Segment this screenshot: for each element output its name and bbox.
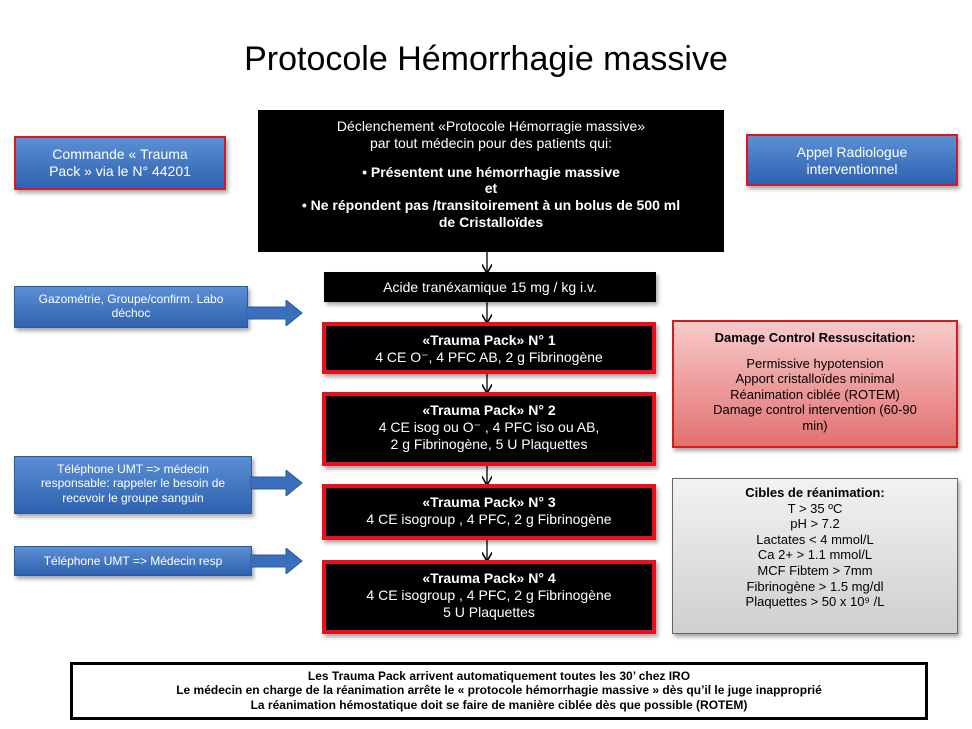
trigger-box — [258, 110, 724, 252]
radiologue-line-2: interventionnel — [806, 160, 898, 177]
pack-line: 5 U Plaquettes — [443, 603, 535, 620]
page-title: Protocole Hémorrhagie massive — [244, 40, 728, 78]
damage-item: Permissive hypotension — [746, 355, 884, 371]
telephone1-line-2: responsable: rappeler le besoin de — [40, 476, 226, 491]
telephone-responsable-box — [14, 456, 252, 514]
trauma-pack-4 — [322, 560, 656, 634]
cibles-item: Ca 2+ > 1.1 mmol/L — [757, 547, 873, 563]
cibles-item: Lactates < 4 mmol/L — [756, 531, 874, 547]
trigger-bullet-2b: de Cristalloïdes — [438, 213, 544, 230]
cibles-title: Cibles de réanimation: — [745, 485, 885, 500]
gazometrie-box — [14, 286, 248, 328]
damage-item: min) — [802, 417, 828, 433]
cibles-box — [672, 478, 958, 634]
radiologue-box — [746, 134, 958, 186]
telephone1-line-3: recevoir le groupe sanguin — [62, 490, 204, 505]
commande-line-1: Commande « Trauma — [52, 146, 188, 162]
trigger-bullet-1: • Présentent une hémorrhagie massive — [362, 163, 620, 180]
damage-title: Damage Control Ressuscitation: — [714, 330, 916, 345]
damage-item: Damage control intervention (60-90 — [713, 402, 917, 418]
pack-title: «Trauma Pack» N° 4 — [422, 570, 556, 586]
cibles-item: Plaquettes > 50 x 10⁹ /L — [745, 594, 885, 610]
trauma-pack-2 — [322, 392, 656, 466]
trigger-et: et — [484, 180, 498, 197]
radiologue-line-1: Appel Radiologue — [796, 144, 908, 160]
damage-item: Réanimation ciblée (ROTEM) — [730, 386, 900, 402]
telephone1-line-1: Téléphone UMT => médecin — [57, 462, 209, 476]
arrow-right-icon — [250, 470, 304, 496]
cibles-item: pH > 7.2 — [790, 516, 840, 532]
footer-note-box — [70, 662, 928, 720]
pack-line: 4 CE isogroup , 4 PFC, 2 g Fibrinogène — [366, 586, 612, 603]
cibles-item: T > 35 ºC — [787, 500, 843, 516]
commande-box — [14, 136, 226, 190]
gazometrie-line-2: déchoc — [111, 306, 151, 321]
pack-line: 4 CE isogroup , 4 PFC, 2 g Fibrinogène — [366, 510, 612, 527]
pack-title: «Trauma Pack» N° 3 — [422, 494, 556, 510]
pack-line: 4 CE isog ou O⁻ , 4 PFC iso ou AB, — [378, 418, 600, 435]
telephone2-text: Téléphone UMT => Médecin resp — [43, 554, 223, 568]
commande-line-2: Pack » via le N° 44201 — [49, 162, 191, 179]
cibles-item: Fibrinogène > 1.5 mg/dl — [746, 578, 884, 594]
footer-line: La réanimation hémostatique doit se faire de manière ciblée dès que possible (ROTEM) — [250, 697, 748, 712]
pack-title: «Trauma Pack» N° 1 — [422, 332, 556, 348]
cibles-item: MCF Fibtem > 7mm — [757, 562, 873, 578]
footer-line: Les Trauma Pack arrivent automatiquement toutes les 30’ chez IRO — [307, 669, 691, 683]
arrow-right-icon — [250, 548, 304, 574]
arrow-right-icon — [246, 300, 304, 326]
gazometrie-line-1: Gazométrie, Groupe/confirm. Labo — [38, 292, 224, 306]
footer-line: Le médecin en charge de la réanimation arrête le « protocole hémorrhagie massive » dès qu’il le juge inapproprié — [176, 683, 822, 698]
acide-text: Acide tranéxamique 15 mg / kg i.v. — [383, 279, 597, 295]
pack-title: «Trauma Pack» N° 2 — [422, 402, 556, 418]
acide-box — [324, 272, 656, 302]
pack-line: 2 g Fibrinogène, 5 U Plaquettes — [390, 435, 588, 452]
trigger-line-1: Déclenchement «Protocole Hémorragie massive» — [336, 118, 646, 134]
trauma-pack-1 — [322, 322, 656, 374]
trigger-line-2: par tout médecin pour des patients qui: — [369, 134, 613, 151]
damage-item: Apport cristalloïdes minimal — [735, 371, 895, 387]
trigger-bullet-2: • Ne répondent pas /transitoirement à un bolus de 500 ml — [301, 197, 681, 214]
telephone-medecin-box — [14, 546, 252, 576]
damage-control-box — [672, 320, 958, 448]
trauma-pack-3 — [322, 484, 656, 540]
pack-line: 4 CE O⁻, 4 PFC AB, 2 g Fibrinogène — [375, 348, 603, 365]
